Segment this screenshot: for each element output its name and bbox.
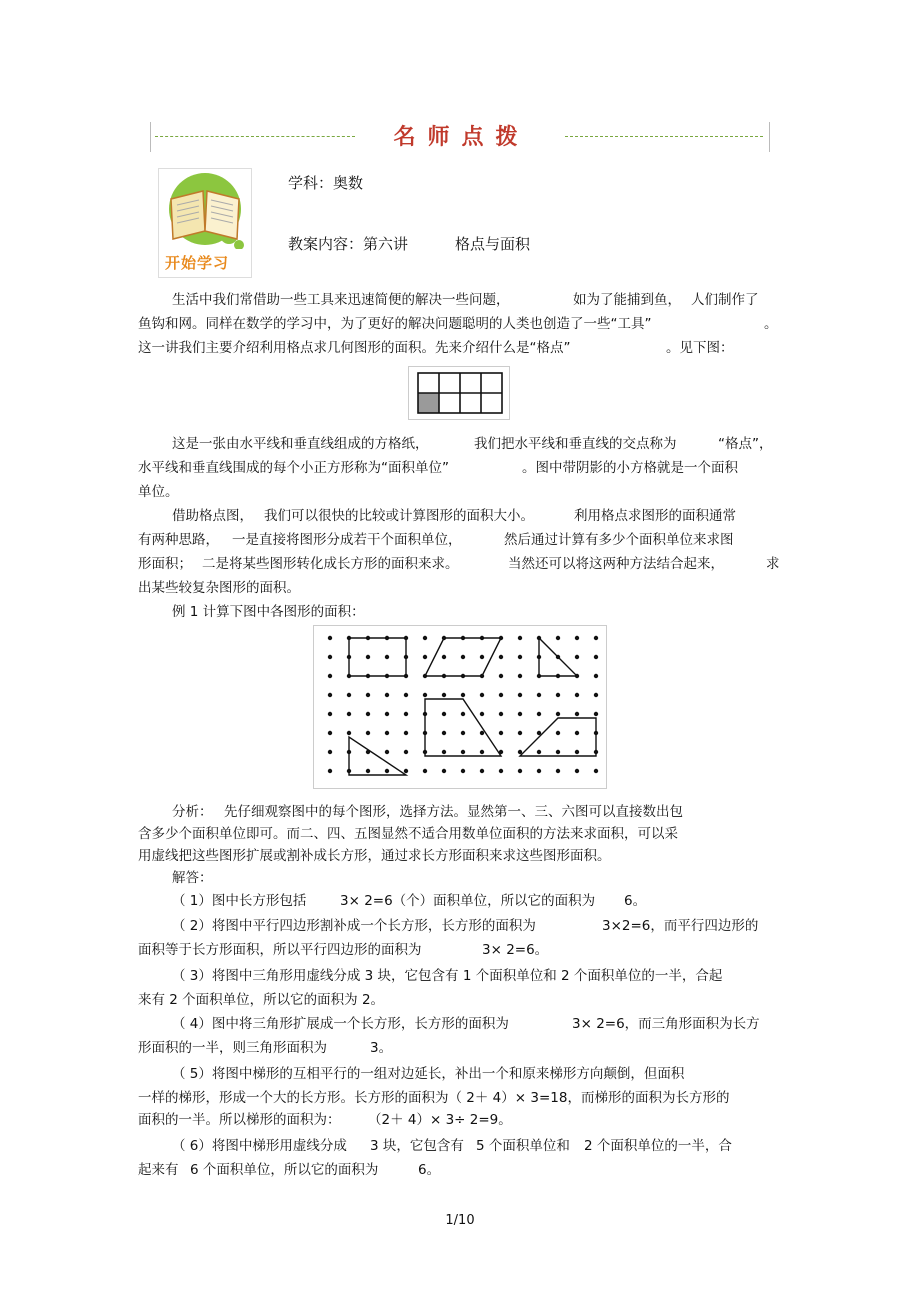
grid-dot — [366, 655, 370, 659]
answer-text: 形面积的一半，则三角形面积为 — [138, 1040, 327, 1056]
grid-dot — [518, 769, 522, 773]
answer-label: 解答： — [172, 870, 213, 886]
grid-dot — [328, 693, 332, 697]
grid-dot — [480, 655, 484, 659]
shape-triangle-right — [539, 638, 577, 676]
methods-text: 当然还可以将这两种方法结合起来， — [508, 556, 724, 572]
intro-text: 生活中我们常借助一些工具来迅速简便的解决一些问题， — [172, 292, 510, 308]
banner-divider-left — [155, 136, 355, 137]
grid-dot — [575, 655, 579, 659]
answer-text: 2 个面积单位的一半，合 — [584, 1138, 732, 1154]
grid-dot — [328, 731, 332, 735]
grid-dot — [461, 693, 465, 697]
methods-text: 出某些较复杂图形的面积。 — [138, 580, 300, 596]
grid-dot — [575, 731, 579, 735]
grid-dot — [537, 769, 541, 773]
grid-desc-text: 这是一张由水平线和垂直线组成的方格纸， — [172, 436, 429, 452]
grid-dot — [461, 750, 465, 754]
grid-dot — [594, 769, 598, 773]
answer-text: 6。 — [624, 893, 647, 909]
grid-dot — [385, 693, 389, 697]
grid-dot — [575, 750, 579, 754]
open-book-icon — [159, 169, 251, 249]
grid-dot — [556, 693, 560, 697]
answer-text: 3× 2=6，而三角形面积为长方 — [572, 1016, 760, 1032]
shape-trapezoid — [425, 699, 501, 756]
grid-dot — [518, 712, 522, 716]
methods-text: 有两种思路， — [138, 532, 219, 548]
answer-text: （ 2）将图中平行四边形割补成一个长方形，长方形的面积为 — [172, 918, 536, 934]
grid-dot — [404, 731, 408, 735]
grid-dot — [385, 731, 389, 735]
grid-dot — [480, 750, 484, 754]
grid-dot — [480, 693, 484, 697]
banner-title: 名师点拨 — [393, 124, 530, 150]
grid-dot — [404, 693, 408, 697]
answer-text: 6。 — [418, 1162, 441, 1178]
grid-dot — [518, 636, 522, 640]
grid-dot — [404, 712, 408, 716]
answer-text: 一样的梯形，形成一个大的长方形。长方形的面积为（ 2＋ 4）× 3=18，而梯形的面积为长方形的 — [138, 1090, 730, 1106]
grid-paper-drawing — [409, 367, 509, 419]
analysis-text: 先仔细观察图中的每个图形，选择方法。显然第一、三、六图可以直接数出包 — [224, 804, 683, 820]
intro-text: 。 — [764, 316, 778, 332]
answer-text: （ 3）将图中三角形用虚线分成 3 块，它包含有 1 个面积单位和 2 个面积单位的一半，合起 — [172, 968, 723, 984]
grid-dot — [556, 712, 560, 716]
banner-divider-right — [565, 136, 763, 137]
page-number: 1/10 — [445, 1213, 475, 1228]
dot-grid-drawing — [314, 626, 606, 788]
grid-dot — [518, 693, 522, 697]
answer-text: 起来有 — [138, 1162, 179, 1178]
grid-desc-text: 单位。 — [138, 484, 179, 500]
analysis-text: 用虚线把这些图形扩展或割补成长方形，通过求长方形面积来求这些图形面积。 — [138, 848, 611, 864]
grid-dot — [461, 731, 465, 735]
grid-dot — [366, 769, 370, 773]
grid-dot — [556, 750, 560, 754]
grid-dot — [328, 712, 332, 716]
grid-dot — [594, 693, 598, 697]
grid-dot — [556, 731, 560, 735]
header-banner — [150, 122, 770, 152]
grid-dot — [442, 731, 446, 735]
answer-text: 3×2=6，而平行四边形的 — [602, 918, 759, 934]
grid-dot — [328, 674, 332, 678]
intro-text: 鱼钩和网。同样在数学的学习中，为了更好的解决问题聪明的人类也创造了一些“工具” — [138, 316, 652, 332]
grid-dot — [556, 636, 560, 640]
lesson-label: 教案内容：第六讲 — [288, 235, 409, 253]
grid-dot — [499, 693, 503, 697]
shape-triangle — [349, 737, 406, 775]
grid-dot — [461, 655, 465, 659]
answer-text: 3 块，它包含有 — [370, 1138, 464, 1154]
grid-dot — [499, 655, 503, 659]
methods-text: 一是直接将图形分成若干个面积单位， — [232, 532, 462, 548]
grid-paper-figure — [408, 366, 510, 420]
grid-dot — [328, 750, 332, 754]
dot-grid-figure — [313, 625, 607, 789]
answer-text: （ 5）将图中梯形的互相平行的一组对边延长，补出一个和原来梯形方向颠倒，但面积 — [172, 1066, 685, 1082]
grid-dot — [480, 712, 484, 716]
grid-dot — [499, 769, 503, 773]
answer-text: 面积的一半。所以梯形的面积为： — [138, 1112, 341, 1128]
grid-dot — [423, 636, 427, 640]
grid-dot — [480, 769, 484, 773]
answer-text: （ 4）图中将三角形扩展成一个长方形，长方形的面积为 — [172, 1016, 509, 1032]
answer-text: （ 1）图中长方形包括 — [172, 893, 307, 909]
analysis-text: 含多少个面积单位即可。而二、四、五图显然不适合用数单位面积的方法来求面积，可以采 — [138, 826, 678, 842]
grid-dot — [347, 731, 351, 735]
subject-label: 学科：奥数 — [288, 174, 364, 192]
methods-text: 借助格点图， — [172, 508, 253, 524]
grid-dot — [328, 769, 332, 773]
example-title: 例 1 计算下图中各图形的面积： — [172, 604, 365, 620]
grid-dot — [461, 769, 465, 773]
grid-dot — [404, 750, 408, 754]
answer-text: 3× 2=6。 — [482, 942, 549, 958]
intro-text: 。见下图： — [666, 340, 734, 356]
grid-dot — [442, 655, 446, 659]
start-learning-logo — [158, 168, 252, 278]
grid-dot — [518, 674, 522, 678]
grid-dot — [404, 769, 408, 773]
grid-dot — [423, 693, 427, 697]
methods-text: 然后通过计算有多少个面积单位来求图 — [504, 532, 734, 548]
grid-dot — [423, 769, 427, 773]
answer-text: 3。 — [370, 1040, 393, 1056]
grid-dot — [594, 674, 598, 678]
grid-dot — [423, 655, 427, 659]
grid-dot — [347, 693, 351, 697]
grid-dot — [499, 731, 503, 735]
grid-dot — [594, 655, 598, 659]
grid-dot — [385, 712, 389, 716]
methods-text: 利用格点求图形的面积通常 — [574, 508, 736, 524]
grid-dot — [328, 636, 332, 640]
grid-dot — [575, 712, 579, 716]
methods-text: 二是将某些图形转化成长方形的面积来求。 — [202, 556, 459, 572]
intro-text: 这一讲我们主要介绍利用格点求几何图形的面积。先来介绍什么是“格点” — [138, 340, 571, 356]
answer-text: 面积等于长方形面积，所以平行四边形的面积为 — [138, 942, 422, 958]
logo-caption: 开始学习 — [165, 254, 230, 272]
grid-dot — [442, 712, 446, 716]
grid-desc-text: 我们把水平线和垂直线的交点称为 — [474, 436, 677, 452]
grid-dot — [575, 769, 579, 773]
grid-dot — [366, 712, 370, 716]
answer-text: （2＋ 4）× 3÷ 2=9。 — [368, 1112, 512, 1128]
grid-desc-text: 水平线和垂直线围成的每个小正方形称为“面积单位” — [138, 460, 449, 476]
grid-dot — [385, 750, 389, 754]
grid-dot — [480, 731, 484, 735]
shape-rectangle — [349, 638, 406, 676]
intro-text: 人们制作了 — [691, 292, 759, 308]
grid-dot — [385, 655, 389, 659]
intro-text: 如为了能捕到鱼， — [573, 292, 681, 308]
grid-dot — [499, 712, 503, 716]
grid-desc-text: “格点”， — [718, 436, 773, 452]
grid-dot — [556, 769, 560, 773]
grid-dot — [594, 712, 598, 716]
grid-dot — [347, 712, 351, 716]
methods-text: 形面积； — [138, 556, 192, 572]
methods-text: 求 — [766, 556, 780, 572]
grid-dot — [537, 712, 541, 716]
grid-dot — [499, 674, 503, 678]
methods-text: 我们可以很快的比较或计算图形的面积大小。 — [264, 508, 534, 524]
answer-text: （ 6）将图中梯形用虚线分成 — [172, 1138, 347, 1154]
shaded-area-unit — [418, 393, 439, 413]
grid-dot — [537, 750, 541, 754]
answer-text: 5 个面积单位和 — [476, 1138, 570, 1154]
grid-dot — [442, 769, 446, 773]
grid-dot — [518, 731, 522, 735]
grid-dot — [575, 636, 579, 640]
grid-dot — [366, 731, 370, 735]
grid-dot — [575, 693, 579, 697]
grid-dot — [594, 636, 598, 640]
grid-dot — [518, 655, 522, 659]
grid-dot — [461, 712, 465, 716]
lesson-title: 格点与面积 — [455, 235, 531, 253]
grid-dot — [385, 769, 389, 773]
analysis-label: 分析： — [172, 804, 213, 820]
grid-dot — [328, 655, 332, 659]
grid-desc-text: 。图中带阴影的小方格就是一个面积 — [522, 460, 738, 476]
grid-dot — [366, 693, 370, 697]
answer-text: 3× 2=6（个）面积单位，所以它的面积为 — [340, 893, 596, 909]
grid-dot — [537, 693, 541, 697]
answer-text: 来有 2 个面积单位，所以它的面积为 2。 — [138, 992, 385, 1008]
grid-dot — [442, 693, 446, 697]
grid-dot — [442, 750, 446, 754]
answer-text: 6 个面积单位，所以它的面积为 — [190, 1162, 379, 1178]
